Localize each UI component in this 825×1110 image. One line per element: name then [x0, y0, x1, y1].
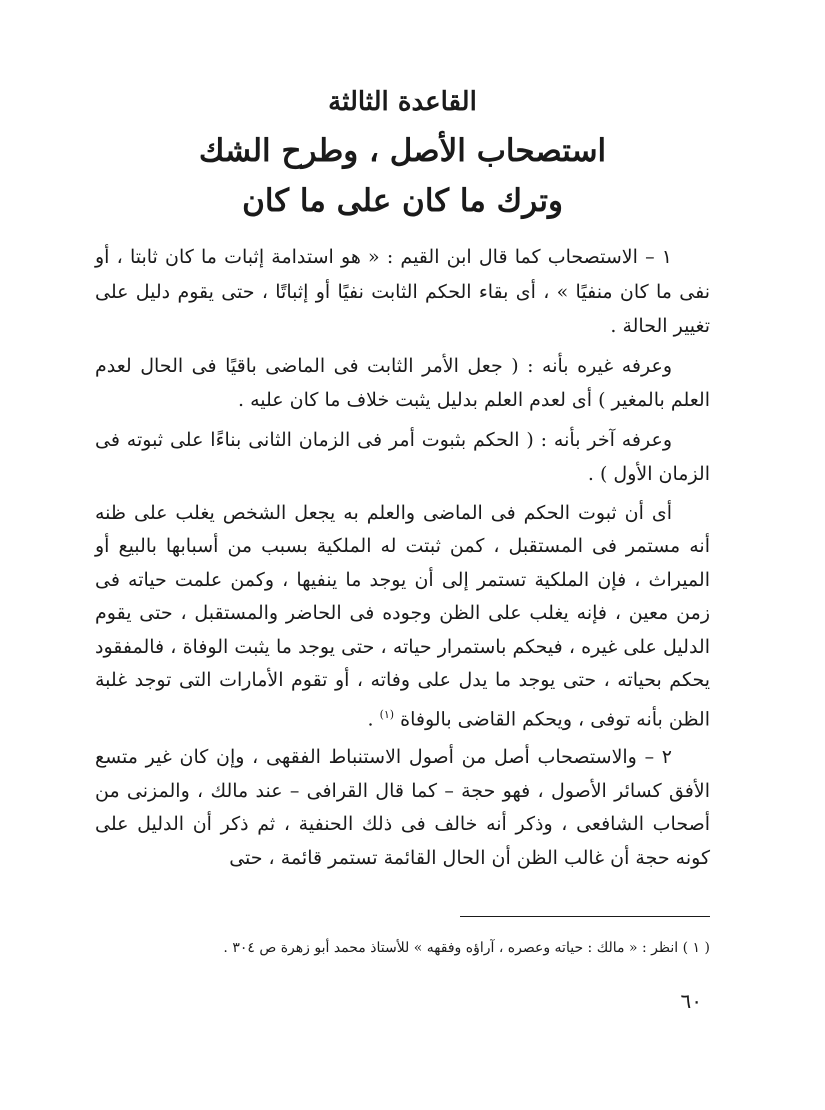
- paragraph-4: [95, 497, 710, 737]
- paragraph-4-text: أى أن ثبوت الحكم فى الماضى والعلم به يجعل الشخص يغلب على ظنه أنه مستمر فى المستقبل ، كمن ثبتت له الملكية بسبب من أسبابها بالبيع أو الميراث ، فإن الملكية تستمر إلى أن يوجد ما ينفيها ، وكمن علمت حياته فى زمن معين ، فإنه يغلب على الظن وجوده فى الحاضر والمستقبل ، حتى يقوم الدليل على غيره ، فيحكم باستمرار حياته ، حتى يوجد ما يثبت الوفاة ، فالمفقود يحكم بحياته ، حتى يوجد ما يدل على وفاته ، أو تقوم الأمارات التى توجد غلبة الظن بأنه توفى ، ويحكم القاضى بالوفاة: [95, 501, 710, 730]
- document-page: [95, 78, 710, 1098]
- main-title: استصحاب الأصل ، وطرح الشك: [198, 133, 607, 169]
- sub-title: وترك ما كان على ما كان: [242, 183, 563, 219]
- footnote-divider: [460, 916, 710, 917]
- paragraph-4-end: .: [367, 707, 380, 730]
- paragraph-5: ٢ – والاستصحاب أصل من أصول الاستنباط الفقهى ، وإن كان غير متسع الأفق كسائر الأصول ، فهو حجة – كما قال القرافى – عند مالك ، والمزنى من أصحاب الشافعى ، وذكر أنه خالف فى ذلك الحنفية ، ثم ذكر أن الدليل على كونه حجة أن غالب الظن أن الحال القائمة تستمر قائمة ، حتى: [95, 746, 710, 869]
- paragraph-1: ١ – الاستصحاب كما قال ابن القيم : « هو استدامة إثبات ما كان ثابتا ، أو نفى ما كان منفيًا » ، أى بقاء الحكم الثابت نفيًا أو إثباتًا ، حتى يقوم دليل على تغيير الحالة .: [95, 246, 710, 337]
- footnote: ( ١ ) انظر : « مالك : حياته وعصره ، آراؤه وفقهه » للأستاذ محمد أبو زهرة ص ٣٠٤ .: [223, 940, 710, 956]
- title-block: [95, 78, 710, 226]
- page-number: ٦٠: [680, 989, 702, 1013]
- paragraph-3: وعرفه آخر بأنه : ( الحكم بثبوت أمر فى الزمان الثانى بناءًا على ثبوته فى الزمان الأول ) .: [95, 428, 710, 485]
- rule-title: القاعدة الثالثة: [328, 87, 477, 117]
- footnote-reference: (١): [379, 707, 395, 721]
- paragraph-2: وعرفه غيره بأنه : ( جعل الأمر الثابت فى الماضى باقيًا فى الحال لعدم العلم بالمغير ) أى لعدم العلم بدليل يثبت خلاف ما كان عليه .: [95, 354, 710, 411]
